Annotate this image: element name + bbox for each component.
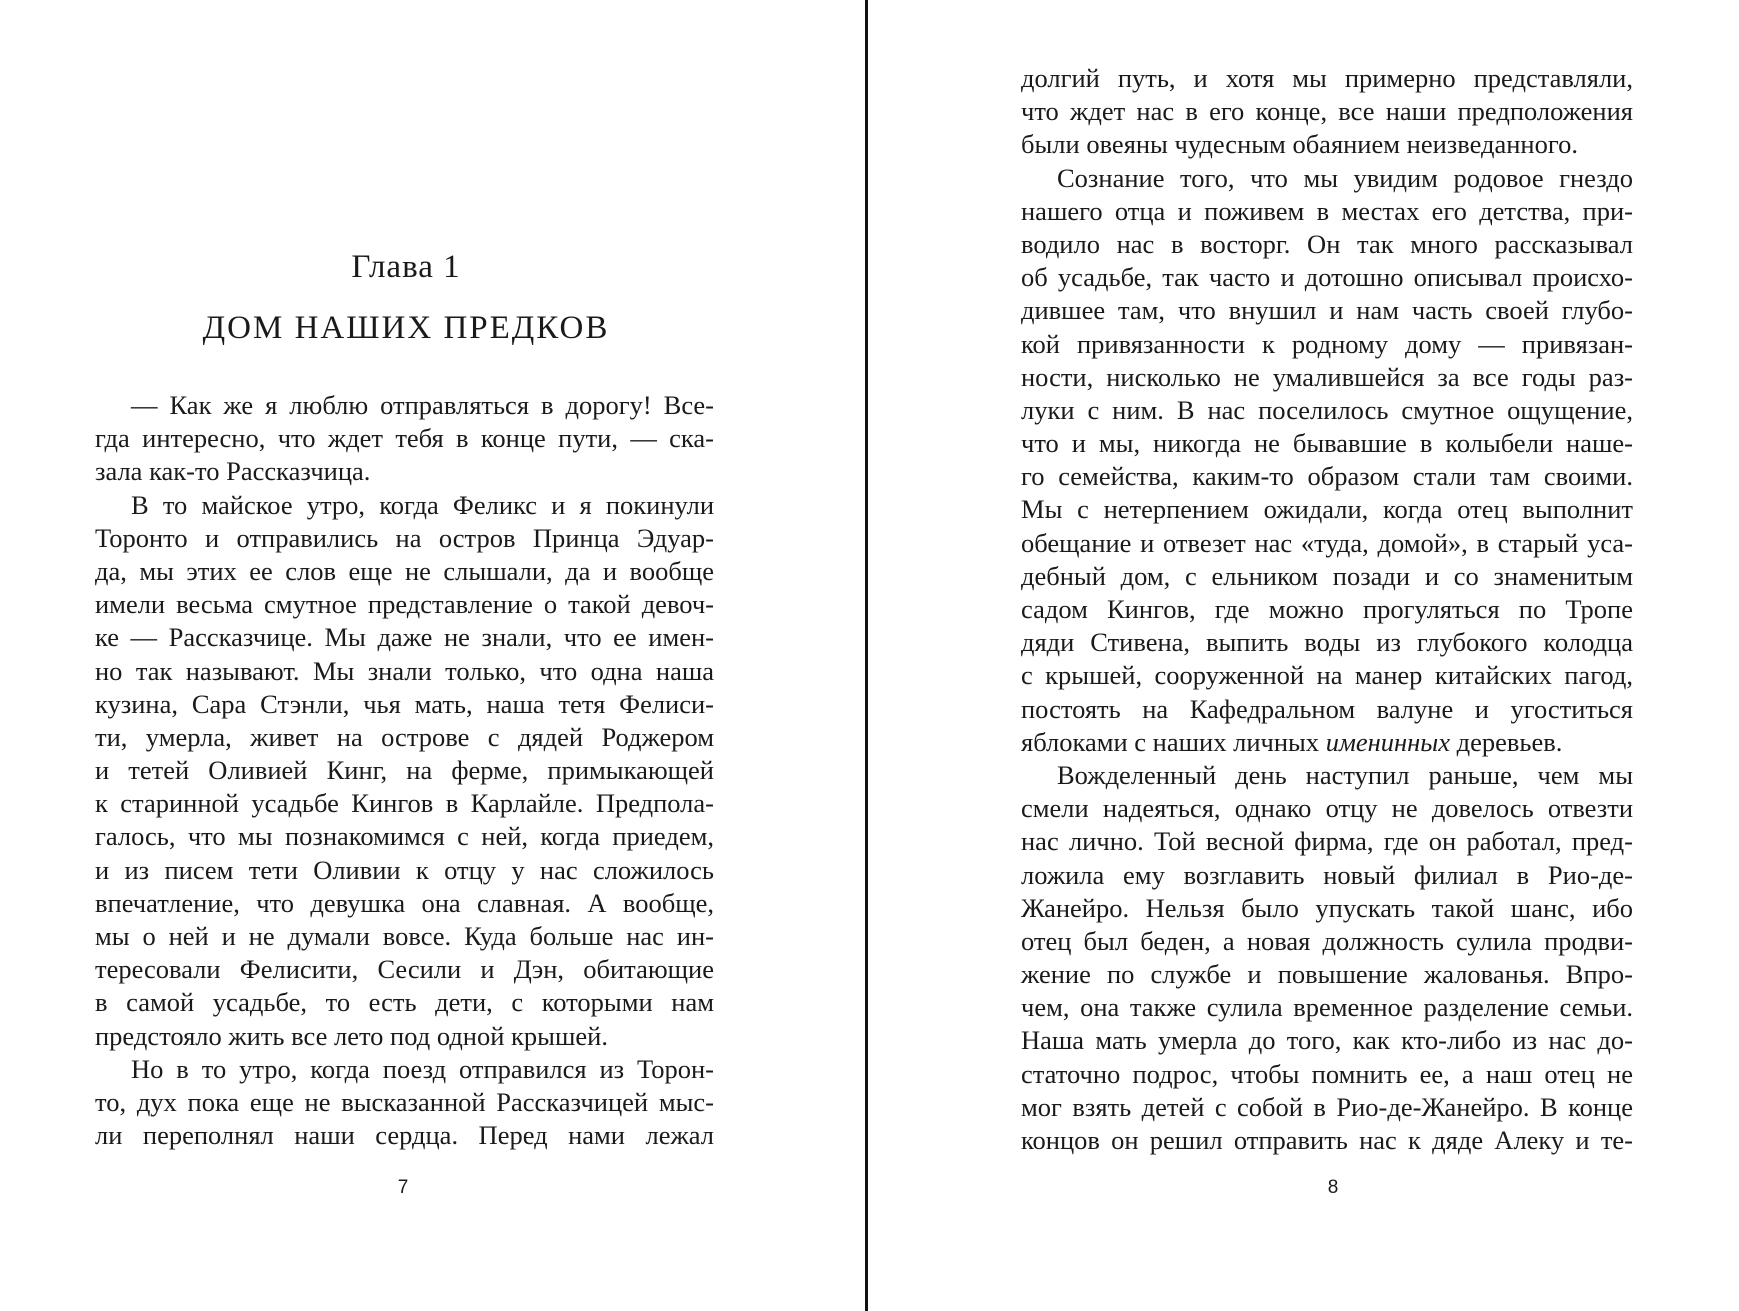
text-line: в самой усадьбе, то есть дети, с которыми нам bbox=[95, 987, 714, 1018]
text-line: жение по службе и повышение жалованья. Впро- bbox=[1021, 959, 1633, 990]
text-line: галось, что мы познакомимся с ней, когда приедем, bbox=[95, 821, 714, 852]
text-line: и тетей Оливией Кинг, на ферме, примыкающей bbox=[95, 755, 714, 786]
text-line: впечатление, что девушка она славная. А вообще, bbox=[95, 887, 714, 918]
text-line: го семейства, каким-то образом стали там своими. bbox=[1021, 461, 1633, 492]
text-line: ности, нисколько не умалившейся за все годы раз- bbox=[1021, 361, 1633, 392]
text-line: об усадьбе, так часто и дотошно описывал происхо- bbox=[1021, 262, 1633, 293]
text-line: чем, она также сулила временное разделение семьи. bbox=[1021, 992, 1633, 1023]
text-line: В то майское утро, когда Феликс и я покинули bbox=[131, 489, 714, 520]
text-line: отец был беден, а новая должность сулила продви- bbox=[1021, 925, 1633, 956]
text-line: — Как же я люблю отправляться в дорогу! Все- bbox=[131, 390, 714, 420]
italic-word: именинных bbox=[1325, 726, 1451, 757]
text-line: обещание и отвезет нас «туда, домой», в старый уса- bbox=[1021, 527, 1633, 558]
text-line: и из писем тети Оливии к отцу у нас сложилось bbox=[95, 854, 714, 885]
text-line: гда интересно, что ждет тебя в конце пути, — ска- bbox=[95, 423, 714, 454]
text-line: кузина, Сара Стэнли, чья мать, наша тетя Фелиси- bbox=[95, 688, 714, 719]
text-line: кой привязанности к родному дому — привязан- bbox=[1021, 328, 1633, 359]
text-line: но так называют. Мы знали только, что одна наша bbox=[95, 655, 714, 686]
text-line: Наша мать умерла до того, как кто-либо из нас до- bbox=[1021, 1025, 1633, 1056]
text-line: нашего отца и поживем в местах его детства, при- bbox=[1021, 195, 1633, 226]
right-page bbox=[869, 0, 1739, 1311]
text-line: Торонто и отправились на остров Принца Эдуар- bbox=[95, 522, 714, 553]
text-line: постоять на Кафедральном валуне и угоститься bbox=[1021, 693, 1633, 724]
chapter-heading bbox=[90, 242, 722, 350]
text-line: концов он решил отправить нас к дяде Алеку и те- bbox=[1021, 1125, 1633, 1155]
chapter-title: ДОМ НАШИХ ПРЕДКОВ bbox=[202, 310, 610, 346]
text-line: зала как-то Рассказчица. bbox=[95, 456, 371, 487]
page-number-right: 8 bbox=[1327, 1177, 1339, 1198]
text-line: Но в то утро, когда поезд отправился из Торон- bbox=[131, 1053, 714, 1084]
text-line: смели надеяться, однако отцу не довелось отвезти bbox=[1021, 793, 1633, 824]
text-line: дившее там, что внушил и нам часть своей глубо- bbox=[1021, 295, 1633, 326]
text-line: то, дух пока еще не высказанной Рассказчицей мыс- bbox=[95, 1086, 714, 1117]
text-line: Вожделенный день наступил раньше, чем мы bbox=[1057, 759, 1633, 790]
text-line: ке — Рассказчице. Мы даже не знали, что ее имен- bbox=[95, 622, 714, 653]
text-line: Сознание того, что мы увидим родовое гнездо bbox=[1057, 162, 1633, 193]
text-line: предстояло жить все лето под одной крышей. bbox=[95, 1020, 608, 1051]
text-line: дебный дом, с ельником позади и со знаменитым bbox=[1021, 560, 1633, 591]
text-line: статочно подрос, чтобы помнить ее, а наш отец не bbox=[1021, 1058, 1633, 1089]
text-line: мы о ней и не думали вовсе. Куда больше нас ин- bbox=[95, 921, 714, 951]
text-line: к старинной усадьбе Кингов в Карлайле. Предпола- bbox=[95, 788, 714, 819]
left-page bbox=[0, 0, 866, 1311]
left-page-body-text bbox=[95, 389, 714, 1152]
text-line: ли переполнял наши сердца. Перед нами лежал bbox=[95, 1120, 714, 1151]
text-line-italic: яблоками с наших личных именинных деревьев. bbox=[1021, 726, 1563, 757]
text-line: Жанейро. Нельзя было упускать такой шанс, ибо bbox=[1021, 892, 1633, 923]
book-spine-divider bbox=[865, 0, 868, 1311]
text-line: ти, умерла, живет на острове с дядей Роджером bbox=[95, 721, 714, 752]
chapter-number: Глава 1 bbox=[351, 249, 461, 285]
text-line: луки с ним. В нас поселилось смутное ощущение, bbox=[1021, 394, 1633, 425]
text-line: что ждет нас в его конце, все наши предположения bbox=[1021, 96, 1633, 127]
text-line: дяди Стивена, выпить воды из глубокого колодца bbox=[1021, 627, 1633, 658]
text-line: да, мы этих ее слов еще не слышали, да и вообще bbox=[95, 555, 714, 586]
text-line: ложила ему возглавить новый филиал в Рио-де- bbox=[1021, 859, 1633, 890]
text-line: были овеяны чудесным обаянием неизведанного. bbox=[1021, 129, 1578, 160]
text-line: что и мы, никогда не бывавшие в колыбели наше- bbox=[1021, 428, 1633, 459]
text-line: имели весьма смутное представление о такой девоч- bbox=[95, 589, 714, 620]
text-line: тересовали Фелисити, Сесили и Дэн, обитающие bbox=[95, 954, 714, 985]
text-line: мог взять детей с собой в Рио-де-Жанейро. В конце bbox=[1021, 1091, 1633, 1122]
text-line: долгий путь, и хотя мы примерно представляли, bbox=[1021, 63, 1633, 93]
text-line: садом Кингов, где можно прогуляться по Тропе bbox=[1021, 594, 1633, 624]
right-page-body-text bbox=[1021, 62, 1633, 1157]
page-number-left: 7 bbox=[397, 1177, 409, 1198]
text-line: с крышей, сооруженной на манер китайских пагод, bbox=[1021, 660, 1633, 691]
text-line: Мы с нетерпением ожидали, когда отец выполнит bbox=[1021, 494, 1633, 525]
text-line: водило нас в восторг. Он так много рассказывал bbox=[1021, 228, 1633, 259]
text-line: нас лично. Той весной фирма, где он работал, пред- bbox=[1021, 826, 1633, 857]
